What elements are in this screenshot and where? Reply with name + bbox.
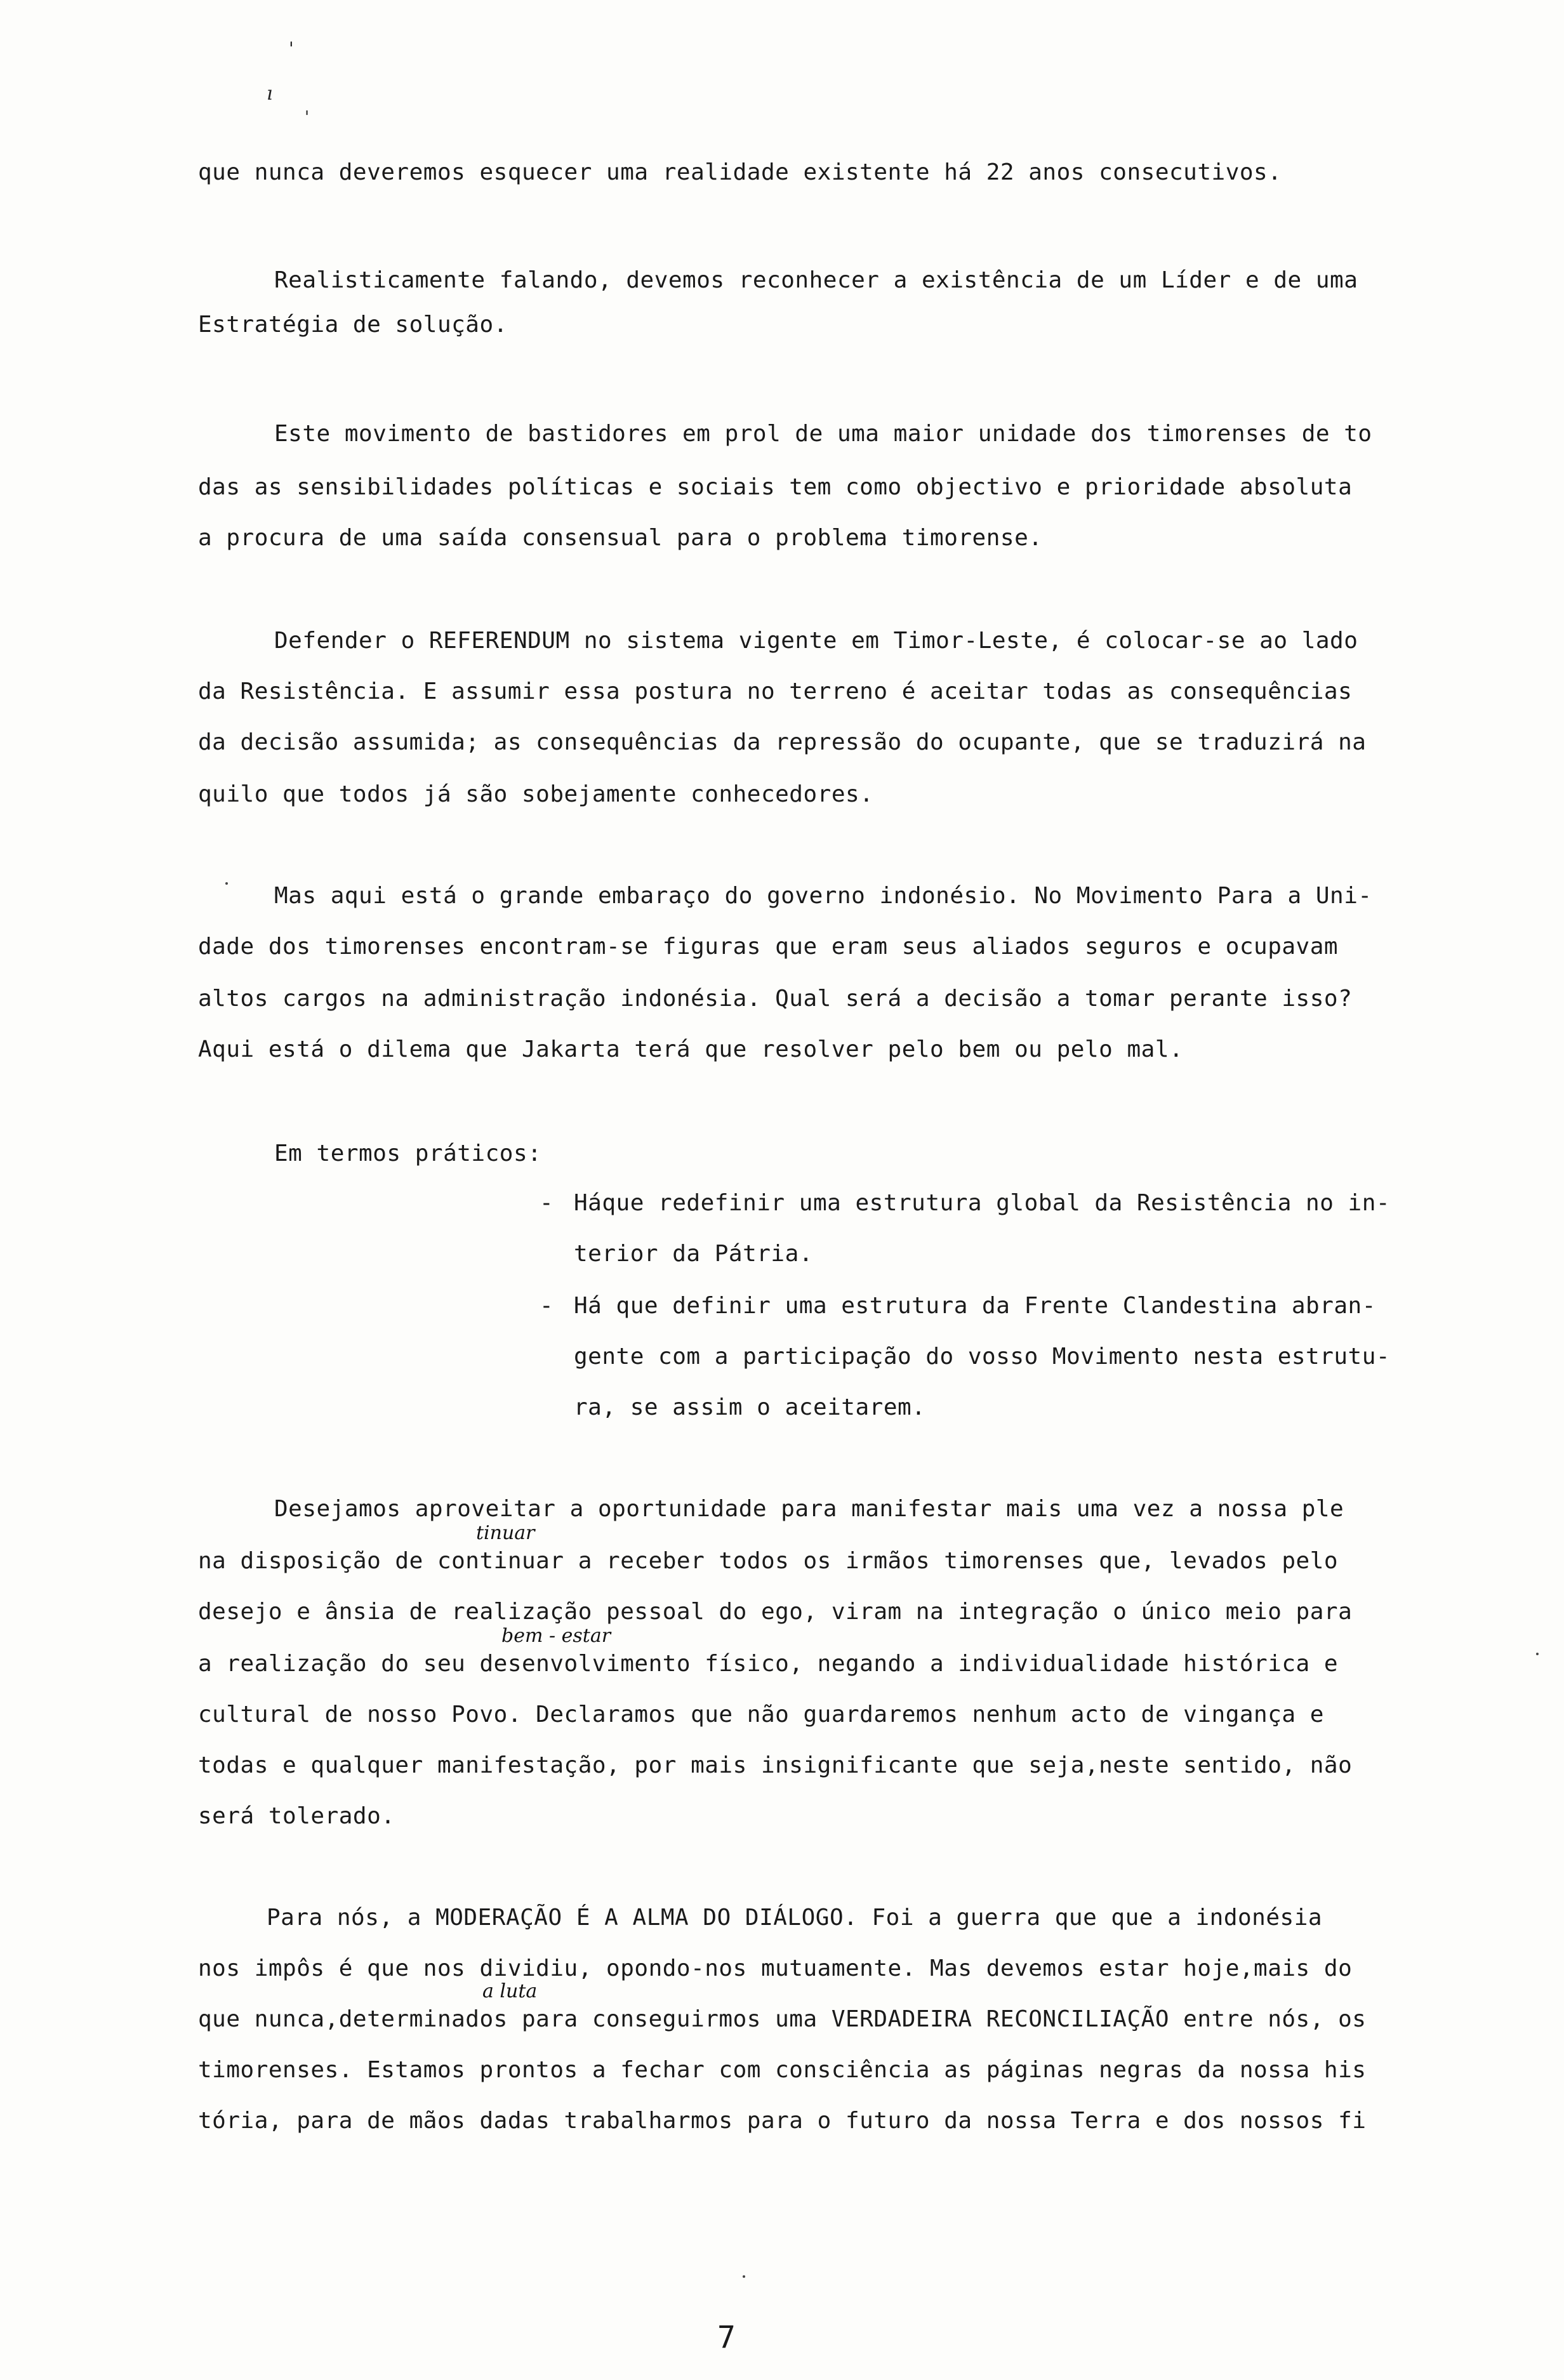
text-line: Este movimento de bastidores em prol de uma maior unidade dos timorenses de to bbox=[274, 421, 1372, 447]
text-line: da Resistência. E assumir essa postura no terreno é aceitar todas as consequências bbox=[198, 678, 1353, 704]
text-line: Desejamos aproveitar a oportunidade para manifestar mais uma vez a nossa ple bbox=[274, 1496, 1344, 1522]
scan-mark: ı bbox=[267, 83, 273, 105]
text-line: Aqui está o dilema que Jakarta terá que resolver pelo bem ou pelo mal. bbox=[198, 1036, 1184, 1062]
text-line: a procura de uma saída consensual para o problema timorense. bbox=[198, 525, 1043, 551]
text-line: Defender o REFERENDUM no sistema vigente em Timor-Leste, é colocar-se ao lado bbox=[274, 628, 1358, 654]
list-item-line: gente com a participação do vosso Movimento nesta estrutu- bbox=[574, 1344, 1391, 1370]
list-bullet: - bbox=[540, 1190, 553, 1216]
text-line: altos cargos na administração indonésia. Qual será a decisão a tomar perante isso? bbox=[198, 986, 1353, 1012]
text-line: Estratégia de solução. bbox=[198, 312, 508, 338]
text-line: Realisticamente falando, devemos reconhecer a existência de um Líder e de uma bbox=[274, 267, 1358, 293]
text-line: das as sensibilidades políticas e sociais tem como objectivo e prioridade absoluta bbox=[198, 474, 1353, 500]
text-line: tória, para de mãos dadas trabalharmos para o futuro da nossa Terra e dos nossos fi bbox=[198, 2108, 1367, 2134]
scan-mark: ' bbox=[289, 38, 294, 59]
text-line: que nunca deveremos esquecer uma realidade existente há 22 anos consecutivos. bbox=[198, 159, 1282, 185]
text-line: Mas aqui está o grande embaraço do governo indonésio. No Movimento Para a Uni- bbox=[274, 883, 1372, 909]
text-line: desejo e ânsia de realização pessoal do ego, viram na integração o único meio para bbox=[198, 1599, 1353, 1625]
list-bullet: - bbox=[540, 1293, 553, 1319]
list-item-line: Há que definir uma estrutura da Frente Clandestina abran- bbox=[574, 1293, 1376, 1319]
text-line: da decisão assumida; as consequências da repressão do ocupante, que se traduzirá na bbox=[198, 729, 1367, 755]
scan-speck bbox=[225, 882, 228, 885]
text-line: a realização do seu desenvolvimento físico, negando a individualidade histórica e bbox=[198, 1651, 1339, 1677]
handwritten-correction: bem - estar bbox=[501, 1625, 611, 1647]
text-line: dade dos timorenses encontram-se figuras que eram seus aliados seguros e ocupavam bbox=[198, 934, 1339, 960]
text-line: nos impôs é que nos dividiu, opondo-nos mutuamente. Mas devemos estar hoje,mais do bbox=[198, 1955, 1353, 1981]
text-line: todas e qualquer manifestação, por mais insignificante que seja,neste sentido, não bbox=[198, 1752, 1353, 1778]
scan-speck bbox=[1536, 1653, 1539, 1655]
scan-speck bbox=[743, 2275, 745, 2278]
text-line: cultural de nosso Povo. Declaramos que não guardaremos nenhum acto de vingança e bbox=[198, 1702, 1324, 1728]
text-line: que nunca,determinados para conseguirmos uma VERDADEIRA RECONCILIAÇÃO entre nós, os bbox=[198, 2006, 1367, 2032]
text-line: será tolerado. bbox=[198, 1803, 395, 1829]
list-item-line: Háque redefinir uma estrutura global da Resistência no in- bbox=[574, 1190, 1391, 1216]
list-item-line: terior da Pátria. bbox=[574, 1241, 813, 1267]
text-line: timorenses. Estamos prontos a fechar com consciência as páginas negras da nossa his bbox=[198, 2057, 1367, 2083]
text-line: na disposição de continuar a receber todos os irmãos timorenses que, levados pelo bbox=[198, 1548, 1339, 1574]
handwritten-correction: a luta bbox=[482, 1980, 538, 2002]
scan-mark: ' bbox=[305, 108, 310, 127]
list-item-line: ra, se assim o aceitarem. bbox=[574, 1394, 926, 1420]
text-line: Para nós, a MODERAÇÃO É A ALMA DO DIÁLOGO. Foi a guerra que que a indonésia bbox=[267, 1905, 1323, 1931]
text-line: quilo que todos já são sobejamente conhecedores. bbox=[198, 781, 874, 807]
section-heading: Em termos práticos: bbox=[274, 1140, 542, 1167]
handwritten-correction: tinuar bbox=[476, 1522, 535, 1544]
page-number: 7 bbox=[717, 2320, 736, 2355]
